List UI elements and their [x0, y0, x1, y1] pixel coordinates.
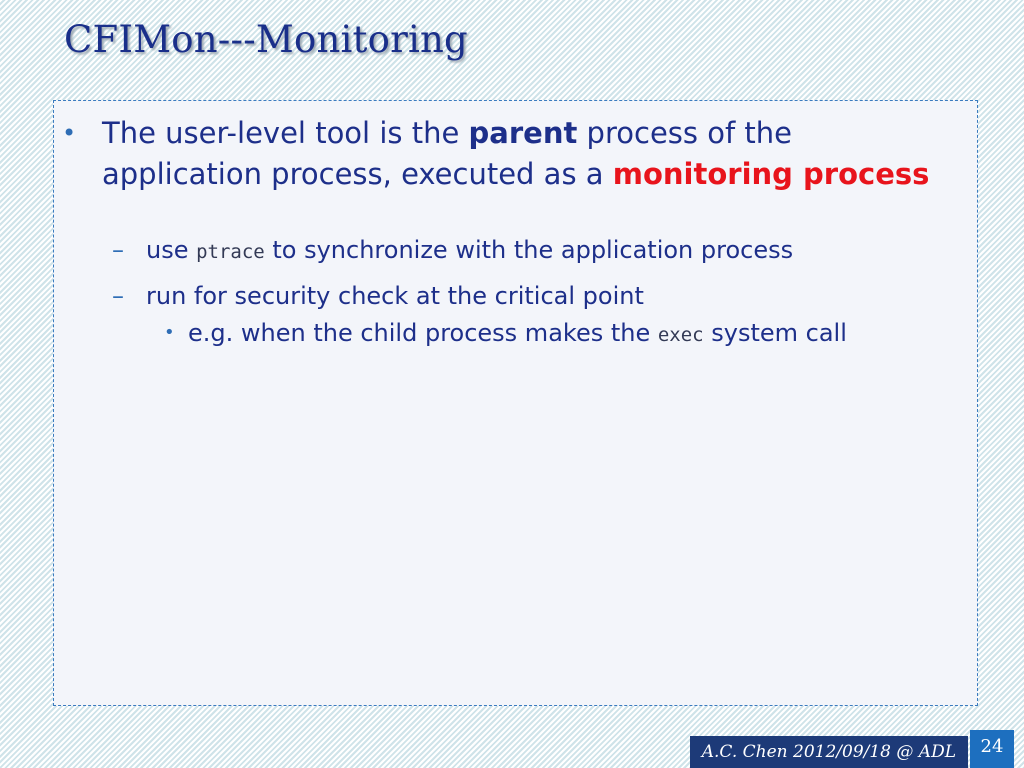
- bullet-level3: [164, 315, 904, 353]
- dash-icon: –: [112, 236, 124, 264]
- bullet-icon: •: [164, 322, 175, 343]
- text-segment: process of the application process, executed as a: [102, 116, 792, 191]
- bullet-level2: [112, 235, 962, 267]
- page-number: 24: [970, 730, 1014, 768]
- footer-credit: A.C. Chen 2012/09/18 @ ADL: [690, 736, 968, 768]
- slide-title: CFIMon---Monitoring: [64, 18, 468, 61]
- text-segment: e.g. when the child process makes the: [188, 319, 658, 347]
- bullet-icon: •: [62, 119, 77, 147]
- code-exec: exec: [657, 324, 704, 346]
- bullet-level1: [62, 113, 942, 195]
- bullet-text: [188, 315, 904, 353]
- bullet-text: [146, 235, 962, 267]
- code-ptrace: ptrace: [196, 241, 265, 263]
- dash-icon: –: [112, 282, 124, 310]
- emphasis-monitoring-process: monitoring process: [612, 157, 930, 191]
- emphasis-parent: parent: [468, 116, 578, 150]
- content-box: [53, 100, 978, 706]
- bullet-text: run for security check at the critical point: [146, 282, 644, 310]
- text-segment: to synchronize with the application process: [264, 236, 794, 264]
- text-segment: The user-level tool is the: [102, 116, 469, 150]
- bullet-level2: [112, 281, 962, 311]
- bullet-text: [102, 113, 942, 195]
- text-segment: system call: [703, 319, 847, 347]
- text-segment: use: [146, 236, 197, 264]
- sub-bullet-list: [112, 235, 962, 353]
